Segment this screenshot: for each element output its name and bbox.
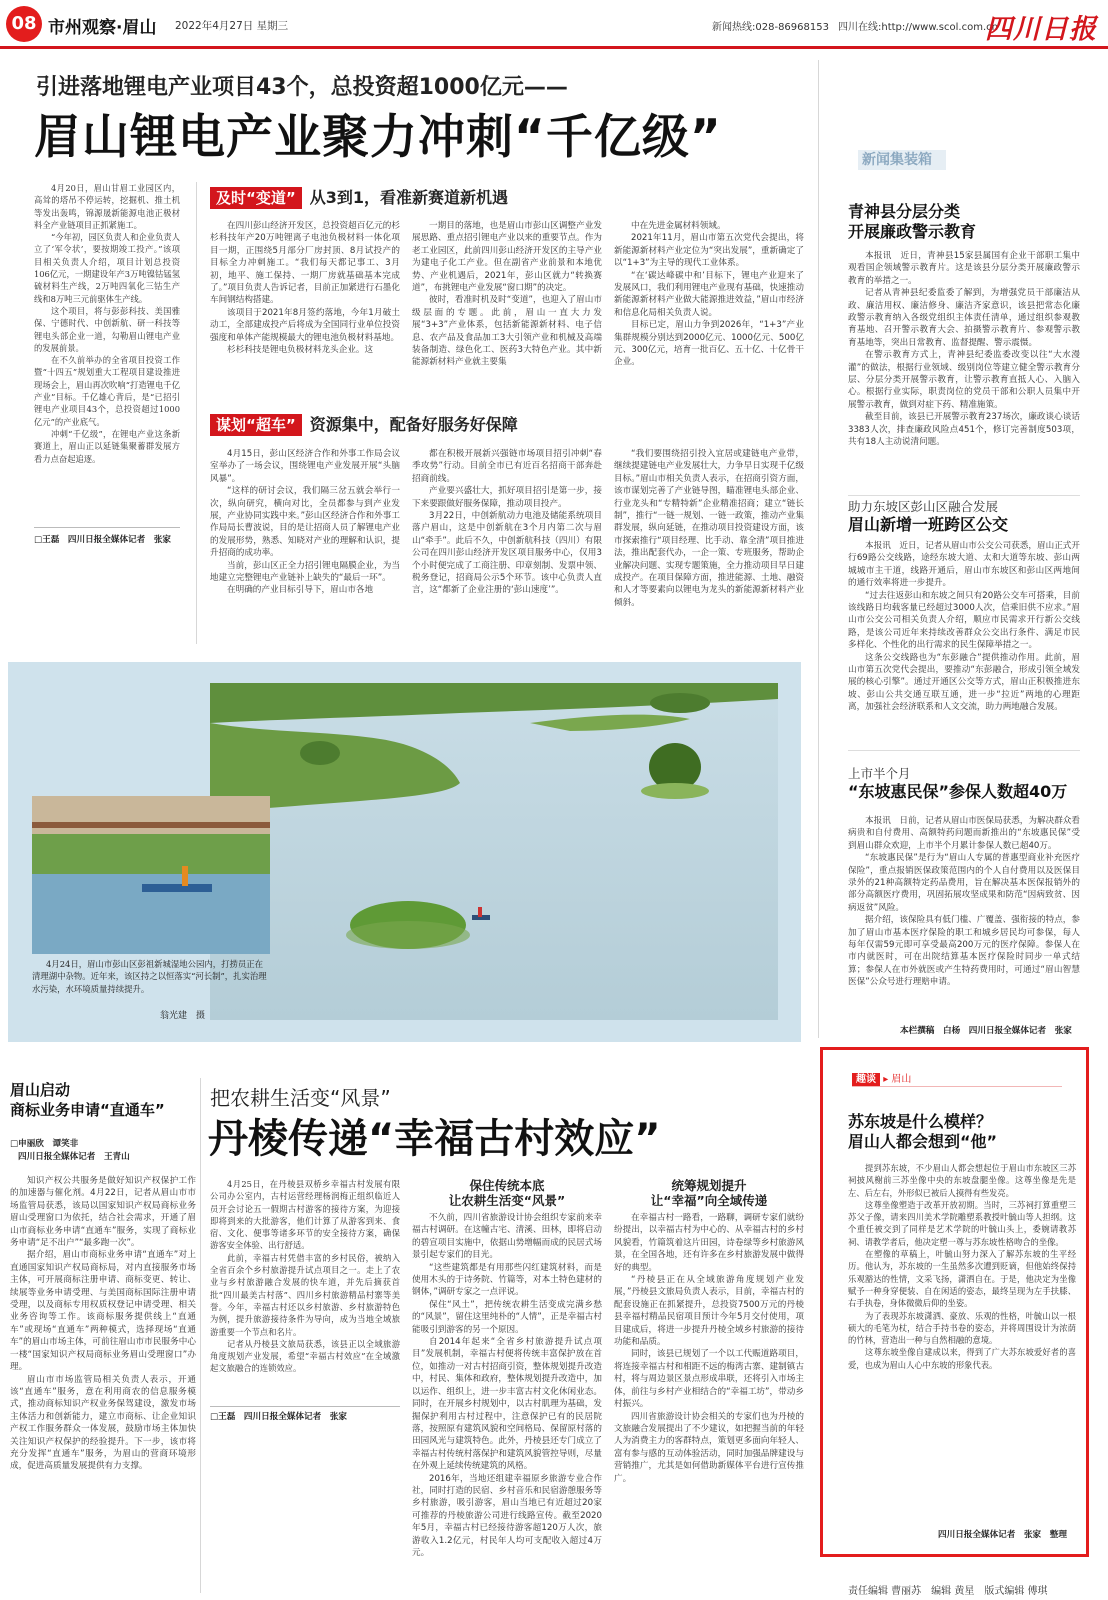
column-divider bbox=[200, 1078, 201, 1593]
paragraph: 这尊东坡坐像自建成以来，得到了广大苏东坡爱好者的喜爱，也成为眉山人心中东坡的形象代表。 bbox=[848, 1347, 1076, 1370]
column-box-tag-arrow: ▸ bbox=[883, 1074, 889, 1085]
paragraph: 该项目于2021年8月签约落地，今年1月破土动工，全部建成投产后将成为全国同行业单位投资强度和单体产能规模最大的锂电池负极材料基地。 bbox=[210, 307, 400, 343]
paragraph: “这些建筑都是有用那些闪红建筑材料，而是使用木头的于诗务院、竹篇等，对本土特色建材的钢体，”调研专家之一点评说。 bbox=[412, 1262, 602, 1298]
column-divider bbox=[196, 182, 197, 644]
paragraph: 中在先进金属材料领域。 bbox=[631, 221, 726, 231]
masthead-logo: 四川日报 bbox=[985, 14, 1097, 45]
paragraph: 此前，幸福古村凭借丰富的乡村民俗，被纳入全省百余个乡村旅游提升试点项目之一。走上了农业与乡村旅游融合发展的快车道，并先后摘获首批“四川最美古村落”、四川乡村旅游精品村寨等美誉。今年，幸福古村还以乡村旅游、乡村旅游特色为例，提升旅游接待条件为导向，成为当地全域旅游重要一个节点和名片。 bbox=[210, 1252, 400, 1337]
section-1-column-1 bbox=[210, 220, 400, 390]
trademark-headline: 眉山启动 商标业务申请“直通车” bbox=[10, 1081, 165, 1119]
page-footer-editors: 责任编辑 曹丽苏 编辑 黄星 版式编辑 傅琪 bbox=[848, 1586, 1048, 1597]
sidebar-item-2-kicker: 助力东坡区彭山区融合发展 bbox=[848, 499, 999, 514]
paragraph: 记者从青神县纪委监委了解到，为增强党员干部廉洁从政、廉洁用权、廉洁修身、廉洁齐家意识，该县把常态化廉政警示教育纳入各级党组织主体责任清单，通过组织参观教育基地、召开警示教育大会、拍摄警示教育片、参观警示教育基地等，突出日常教育、监督提醒、警示震慑。 bbox=[848, 288, 1080, 348]
issue-date bbox=[175, 18, 288, 33]
lead-intro-paragraph: 冲刺“千亿级”，在锂电产业这条新赛道上，眉山正以延链集聚蓄群发展方看力点奋起追逐。 bbox=[34, 428, 180, 464]
sidebar-item-1-headline: 青神县分层分类 开展廉政警示教育 bbox=[848, 202, 977, 241]
paragraph: 据介绍，该保险具有低门槛、广覆盖、强衔接的特点，参加了眉山市基本医疗保险的职工和城乡居民均可参保，每人每年仅需59元即可享受最高200万元的医疗保障。参保人在市内就医时，可在出院结算基本医疗保险时同步一单式结算；参保人在市外就医或产生特药费用时，可通过“眉山智慧医保”公众号进行理赔申请。 bbox=[848, 915, 1080, 988]
village-rule bbox=[210, 1406, 400, 1407]
subhead-2-tag: 谋划“超车” bbox=[210, 414, 302, 436]
column-box-tag bbox=[852, 1070, 911, 1085]
lead-intro bbox=[34, 182, 180, 524]
paragraph: 不久前，四川省旅游设计协会组织专家前来幸福古村调研。在这幢古宅、清溪、田林，即将启动的碧宣项目实施中，依据山势增幅而成的民居式场景引起专家们的目光。 bbox=[412, 1213, 602, 1261]
paragraph: 提到苏东坡，不少眉山人都会想起位于眉山市东坡区三苏祠披风榭前三苏坐像中央的东坡盘腿坐像。这尊坐像是先是左、后左右，外形似已被后人摸得有些发亮。 bbox=[848, 1163, 1076, 1198]
paragraph: 都在积极开展新兴强链市场项目招引冲刺“春季攻势”行动。目前全市已有近百名招商干部奔赴招商前线。 bbox=[412, 449, 602, 484]
section-2-column-1 bbox=[210, 448, 400, 644]
paragraph: “东坡惠民保”是行为“眉山人专属的普惠型商业补充医疗保险”，重点报销医保政策范围内的个人自付费用以及医保目录外的21种高额特定药品费用，旨在解决基本医保报销外的部分高额医疗费用，巩固拓展攻坚成果和防范“因病致贫、因病返贫”风险。 bbox=[848, 853, 1080, 913]
wetland-photo bbox=[210, 683, 778, 1020]
village-credit: □王磊 四川日报全媒体记者 张家 bbox=[210, 1412, 348, 1422]
subhead-1-text: 从3到1，看准新赛道新机遇 bbox=[309, 188, 508, 207]
sidebar-credit: 本栏撰稿 白杨 四川日报全媒体记者 张家 bbox=[900, 1026, 1072, 1036]
paragraph: 4月25日，在丹棱县双桥乡幸福古村发展有限公司办公室内，古村运营经理杨润梅正组织临近人员开会讨论五一假期古村游客的接待方案，为迎接即将到来的大批游客，他们计算了从游客到来、食宿、文化、便事等诸多环节的安全接待方案，确保游客安全体验、出行舒适。 bbox=[210, 1179, 400, 1251]
paragraph: 在幸福古村一路看，一路聊，调研专家们就纷纷提出，以幸福古村为中心的、从幸福古村的乡村风貌看，竹篇筑着这片田园，诗卷绿等乡村旅游风景，在全国各地，还有许多在乡村旅游发展中做得好的典型。 bbox=[614, 1213, 804, 1273]
page-number: 08 bbox=[6, 6, 42, 42]
subhead-1 bbox=[210, 185, 508, 208]
paragraph: 本报讯 近日，记者从眉山市公交公司获悉，眉山正式开行69路公交线路，途经东坡大道、太和大道等东坡、彭山两城城市主干道，线路开通后，眉山市东坡区和彭山区两地间的通行效率将进一步提升。 bbox=[848, 541, 1080, 589]
website-link[interactable]: 四川在线:http://www.scol.com.cn bbox=[838, 22, 998, 33]
paragraph: 产业要兴盛壮大，抓好项目招引是第一步，接下来要跟做好服务保障，推动项目投产。 bbox=[412, 486, 602, 509]
village-column-3 bbox=[614, 1212, 804, 1595]
lead-intro-paragraph: 在不久前举办的全省项目投资工作暨“十四五”规划重大工程项目建设推进现场会上，眉山再次吹响“打造锂电千亿产业”目标。千亿雄心背后，是“已招引锂电产业项目43个，总投资超过1000亿元”的产业底气。 bbox=[34, 355, 180, 427]
village-column-1 bbox=[210, 1178, 400, 1404]
column-box-tag-sub: 眉山 bbox=[891, 1074, 912, 1085]
trademark-credit-2: 四川日报全媒体记者 王青山 bbox=[18, 1152, 130, 1162]
paragraph: 据介绍，眉山市商标业务申请“直通车”对上直通国家知识产权局商标局，对内直接服务市场主体，可开展商标注册申请、商标变更、转让、续展等业务申请受理、与美国商标国际注册申请受理，以及商标专用权质权登记申请受理、相关业务咨询等工作。该商标服务提供线上“直通车”或现场“直通车”两种模式，选择现场“直通车”的眉山市场主体，可前往眉山市市民服务中心一楼“国家知识产权局商标业务眉山受理窗口”办理。 bbox=[10, 1250, 196, 1373]
trademark-body bbox=[10, 1175, 196, 1595]
sidebar-rule bbox=[848, 495, 1080, 496]
sidebar-item-1-body bbox=[848, 250, 1080, 490]
column-box-credit: 四川日报全媒体记者 张家 整理 bbox=[938, 1530, 1067, 1540]
subhead-2 bbox=[210, 412, 518, 435]
paragraph: 四川省旅游设计协会相关的专家们也为丹棱的文旅融合发展提出了不少建议，如把握当前的年轻人为消费主力的客群特点，策划更多面向年轻人、富有参与感的互动体验活动，同时加强品牌建设与营销推广，尤其是如何借助新媒体平台进行宣传推广。 bbox=[614, 1411, 804, 1484]
sidebar-item-2-body bbox=[848, 540, 1080, 744]
subhead-1-tag: 及时“变道” bbox=[210, 187, 302, 209]
paragraph: 保住“风土”，把传统农耕生活变成完满乡愁的“风景”，留住这里纯朴的“人情”，正是幸福古村能吸引到游客的另一个原因。 bbox=[412, 1299, 602, 1335]
photo-caption: 4月24日，眉山市彭山区彭祖新城湿地公园内，打捞员正在清理湖中杂物。近年来，该区持之以恒落实“河长制”，扎实治理水污染，水环境质量持续提升。 bbox=[32, 959, 267, 994]
header-rule bbox=[0, 46, 1108, 49]
lead-credit: □王磊 四川日报全媒体记者 张家 bbox=[34, 535, 172, 545]
village-col-3-head: 统筹规划提升 让“幸福”向全域传递 bbox=[650, 1178, 768, 1208]
paragraph: 本报讯 日前，记者从眉山市医保局获悉，为解决群众看病贵和自付费用、高额特药问题而新推出的“东坡惠民保”受到眉山群众欢迎，上市半个月累计参保人数已超40万。 bbox=[848, 816, 1080, 851]
paragraph: 在四川彭山经济开发区，总投资超百亿元的杉杉科技年产20万吨锂离子电池负极材料一体化项目一期，正围绕5月部分厂房封顶、8月试投产的目标全力冲刺施工。“我们每天都记事工、3月初，地平、施工保持、一期厂房就基础基本完成了。”项目负责人告诉记者，目前正加紧进行石墨化车间钢结构搭建。 bbox=[210, 221, 400, 306]
paragraph: 杉杉科技是锂电负极材料龙头企业。这 bbox=[227, 345, 374, 356]
news-hotline: 新闻热线:028-86968153 bbox=[712, 22, 829, 33]
village-headline: 丹棱传递“幸福古村效应” bbox=[208, 1116, 661, 1162]
paragraph: 自2014年起来“全省乡村旅游提升试点项目”发展机制，幸福古村便将传统丰富保护放在首位，如推动一对古村招商引资，整体规划提升改造中，村民、集体和政府，整体规划提升改造中，加以运作、组织上，进一步丰富古村文化休闲业态。同时，在开展乡村规划中，以古村肌理为基础，发掘保护利用古村过程中，注意保护已有的民居院落，按照原有建筑风貌和空间格局、保留原村落的田园风光与建筑特色。此外，丹棱县还专门成立了幸福古村传统村落保护和建筑风貌管控导则，尽量在外观上延续传统建筑的风格。 bbox=[412, 1337, 602, 1472]
paragraph: 目标已定，眉山力争到2026年，“1+3”产业集群规模分别达到2000亿元、1000亿元、500亿元、300亿元，培育一批百亿、五十亿、十亿骨干企业。 bbox=[614, 320, 804, 368]
section-2-column-2 bbox=[412, 448, 602, 644]
photo-credit: 翁光建 摄 bbox=[160, 1011, 206, 1021]
sidebar-rule bbox=[848, 750, 1080, 751]
lead-kicker: 引进落地锂电产业项目43个，总投资超1000亿元—— bbox=[36, 75, 568, 100]
section-name: 市州观察·眉山 bbox=[48, 18, 157, 38]
village-column-2 bbox=[412, 1212, 602, 1595]
sidebar-item-3-body bbox=[848, 815, 1080, 1015]
paragraph: 2021年11月，眉山市第五次党代会提出，将新能源新材料产业定位为“突出发展”，重新确定了以“1+3”为主导的现代工业体系。 bbox=[614, 233, 804, 269]
subhead-2-text: 资源集中，配备好服务好保障 bbox=[309, 415, 518, 434]
sidebar-item-2-headline: 眉山新增一班跨区公交 bbox=[848, 515, 1009, 534]
paragraph: “过去往返彭山和东坡之间只有20路公交车可搭乘，目前该线路日均载客量已经超过3000人次，信乘旧供不应求。”眉山市公交公司相关负责人介绍，顺应市民需求开行新公交线路，是该公司近年来持续改善群众公交出行条件、满足市民多样化、个性化的出行需求的民生保障举措之一。 bbox=[848, 590, 1080, 651]
sidebar-divider bbox=[818, 60, 819, 1038]
village-col-2-head: 保住传统本底 让农耕生活变“风景” bbox=[448, 1178, 566, 1208]
section-1-column-3 bbox=[614, 220, 804, 390]
sidebar-item-3-kicker: 上市半个月 bbox=[848, 766, 911, 781]
paragraph: 这尊坐像塑造于改革开放初期。当时，三苏祠打算重塑三苏父子像，请来四川美术学院雕塑系教授叶毓山等人担纲。这个重任被交到了同样是艺术学院的叶毓山头上，委婉请教苏祠、请教学者后，他决定塑一尊与苏东坡性格吻合的坐像。 bbox=[848, 1199, 1076, 1247]
paragraph: 在塑像的草稿上，叶毓山努力深入了解苏东坡的生平经历。他认为，苏东坡的一生虽然多次遭到贬谪，但他始终保持乐观豁达的性情，文采飞扬，潇洒自在。于是，他决定为坐像赋予一种身穿便装、自在闲适的姿态，最终呈现为左手扶膝、右手执卷，身体微微后仰的坐姿。 bbox=[848, 1249, 1076, 1309]
trademark-credit-1: □申丽欣 谭笑非 bbox=[10, 1139, 79, 1149]
paragraph: 这条公交线路也为“东彭融合”提供推动作用。此前，眉山市第五次党代会提出，要推动“东彭融合，形成引领全域发展的核心引擎”。通过开通区公交等方式，眉山正积极推进东坡、彭山公共交通互联互通，进一步“拉近”两地的心理距离，加强社会经济联系和人文交流，助力两地融合发展。 bbox=[848, 652, 1080, 713]
paragraph: “这样的研讨会议，我们隔三岔五就会举行一次，纵向研究，横向对比，全员都参与到产业发展，产业协同实践中来。”彭山区经济合作和外事工作局局长曹波说，目的是让招商人员了解锂电产业的发展形势，熟悉、知晓对产业的理解和认识，提升招商的成功率。 bbox=[210, 486, 400, 559]
paragraph: 当前，彭山区正全力招引锂电隔膜企业，为当地建立完整锂电产业链补上缺失的“最后一环”。 bbox=[210, 560, 400, 584]
paragraph: 一期目的落地，也是眉山市彭山区调整产业发展思路、重点招引锂电产业以来的重要节点。作为老工业园区，此前四川彭山经济开发区的主导产业为建电子化工产业。但在副省产业前景和本地优势、产业机遇后，2021年，彭山区就力“转换赛道”，布挑锂电产业发展“窗口期”的决定。 bbox=[412, 221, 602, 294]
lead-intro-paragraph: “今年初，园区负责人和企业负责人立了‘军令状’，要按期竣工投产。”该项目相关负责人介绍，项目计划总投资106亿元，一期建设年产3万吨镍钴锰氢硫材料生产线，2万吨四氧化三钴生产线和8万吨三元前驱体生产线。 bbox=[34, 232, 180, 304]
column-box-tag-label: 趣谈 bbox=[852, 1073, 880, 1086]
paragraph: 2016年，当地还组建幸福原乡旅游专业合作社，同时打造的民宿、乡村音乐和民宿游憩服务等乡村旅游，吸引游客，眉山当地已有近超过20家可推荐的丹棱旅游公司进行线路宣传。截至2020年5月，幸福古村已经接待游客超120万人次，旅游收入1.2亿元，村民年人均可支配收入超过4万元。 bbox=[412, 1473, 602, 1558]
section-1-column-2 bbox=[412, 220, 602, 390]
issue-weekday: 星期三 bbox=[256, 20, 289, 32]
inset-photo bbox=[32, 796, 270, 954]
column-box-headline: 苏东坡是什么模样？ 眉山人都会想到“他” bbox=[848, 1112, 998, 1151]
paragraph: 本报讯 近日，青神县15家县属国有企业干部职工集中观看国企领域警示教育片。这是该县分层分类开展廉政警示教育的举措之一。 bbox=[848, 251, 1080, 286]
lead-headline: 眉山锂电产业聚力冲刺“千亿级” bbox=[34, 110, 722, 165]
issue-date-text: 2022年4月27日 bbox=[175, 20, 254, 32]
paragraph: 截至目前，该县已开展警示教育237场次，廉政谈心谈话3383人次，排查廉政风险点451个，修订完善制度503项，共有18人主动说清问题。 bbox=[848, 412, 1080, 448]
intro-rule bbox=[34, 527, 180, 528]
paragraph: “在‘碳达峰碳中和’目标下，锂电产业迎来了发展风口，我们利用锂电产业现有基础，快速推动新能源新材料产业做大能源推进效益，”眉山市经济和信息化局相关负责人说。 bbox=[614, 270, 804, 318]
paragraph: “丹棱县正在从全域旅游角度规划产业发展，”丹棱县文旅局负责人表示，目前，幸福古村的配套设施正在抓紧提升，总投资7500万元的丹棱县幸福村精品民宿项目预计今年5月交付使用，项目建成后，将进一步提升丹棱全域乡村旅游的接待功能和品质。 bbox=[614, 1275, 804, 1348]
column-box-rule bbox=[852, 1086, 1062, 1087]
paragraph: “我们要围绕招引投入宜居或建链电产业带，继续提建链电产业发展壮大，力争早日实现千亿级目标。”眉山市相关负责人表示，在招商引资方面，该市谋划完善了产业链导图，瞄准锂电头部企业、行业龙头和“专精特新”企业精准招商；建立“链长制”，推行“一链一规划、一链一政策，推动产业集群发展，纵向延链，在推动项目投资建设方面，该市探索推行“项目经理、比手动、靠全清”项目推进法，推出配套代办，一企一策、专班服务，帮助企业解决问题、实现专题策施，全力推动项目早日建成投产。在项目保障方面，推进能源、土地、融资和人才等要素向以锂电为龙头的新能源新材料产业倾斜。 bbox=[614, 449, 804, 608]
column-box-body bbox=[848, 1162, 1076, 1518]
paragraph: 知识产权公共服务是做好知识产权保护工作的加速器与催化剂。4月22日，记者从眉山市市场监管局获悉，该局以国家知识产权局商标业务眉山受理窗口为依托，结合社会需求，开通了眉山市商标业务申请“直通车”服务，实现了商标业务申请“足不出户”“最多跑一次”。 bbox=[10, 1176, 196, 1249]
paragraph: 记者从丹棱县文旅局获悉，该县正以全域旅游角度规划产业发展，希望“幸福古村效应”在全域激起文旅融合的连锁效应。 bbox=[210, 1338, 400, 1374]
paragraph: 3月22日，中创新航动力电池及储能系统项目落户眉山，这是中创新航在3个月内第二次与眉山“牵手”。此后不久，中创新航科技（四川）有限公司在四川彭山经济开发区项目服务中心，仅用3个小时便完成了工商注册、印章刻制、发票申领、税务登记，招商局公示5个环节。该中心负责人直言，这“都新了企业注册的‘彭山速度’”。 bbox=[412, 511, 602, 596]
paragraph: 4月15日，彭山区经济合作和外事工作局会议室举办了一场会议，围绕锂电产业发展开展“头脑风暴”。 bbox=[210, 449, 400, 484]
village-kicker: 把农耕生活变“风景” bbox=[210, 1086, 391, 1110]
paragraph: 在明确的产业目标引导下，眉山市各地 bbox=[227, 585, 374, 596]
paragraph: 同时，该县已规划了一个以工代赈道路项目，将连接幸福古村和相距不远的梅湾古寨、建制镇古村，将与周边景区景点形成串联，还将引入市场主体，前往与乡村产业相结合的“幸福工坊”，带动乡村振兴。 bbox=[614, 1349, 804, 1410]
paragraph: 眉山市市场监管局相关负责人表示，开通该“直通车”服务，意在利用商农的信息服务模式，推动商标知识产权业务保驾建设，激发市场主体活力和创新能力，建立市商标、让企业知识产权工作服务群众一体发展，鼓励市场主体加快关注知识产权保护的经验提升。下一步，该市将充分发挥“直通车”服务，为眉山的营商环境形成，促进高质量发展提供有力支撑。 bbox=[10, 1374, 196, 1472]
section-2-column-3 bbox=[614, 448, 804, 644]
paragraph: 彼时，看准时机及时“变道”，也迎入了眉山市级层面的专题。此前，眉山一直大力发展“3+3”产业体系，包括新能源新材料、电子信息、农产品及食品加工3大引领产业和机械及高端装备制造、绿色化工、医药3大特色产业。其中新能源新材料产业就主要集 bbox=[412, 295, 602, 368]
lead-intro-paragraph: 4月20日，眉山甘眉工业园区内，高耸的塔吊不停运转，挖掘机、推土机等发出轰鸣，锦源晟新能源电池正极材料全产业链项目正抓紧施工。 bbox=[34, 183, 180, 230]
paragraph: 在警示教育方式上，青神县纪委监委改变以往“大水漫灌”的做法，根据行业领域、级别岗位等建立健全警示教育分层、分层分类开展警示教育，让警示教育直抵人心、入脑入心。根据行业实际，职责岗位的党员干部和公职人员集中开展警示教育，做到对症下药、精准施策。 bbox=[848, 350, 1080, 410]
lead-intro-paragraph: 这个项目，将与彭彭科技、美国雅保、宁德时代、中创新航、研一科技等锂电头部企业一道，勾勒眉山锂电产业的发展前景。 bbox=[34, 305, 180, 353]
news-container-label: 新闻集装箱 bbox=[858, 150, 946, 170]
sidebar-item-3-headline: “东坡惠民保”参保人数超40万 bbox=[848, 782, 1068, 801]
paragraph: 为了表现苏东坡潇洒、豪放、乐观的性格，叶毓山以一根硕大的毛笔为杖，结合手持书卷的姿态，并将周围设计为浓荫的竹林，营造出一种与自然相融的意境。 bbox=[848, 1310, 1076, 1346]
